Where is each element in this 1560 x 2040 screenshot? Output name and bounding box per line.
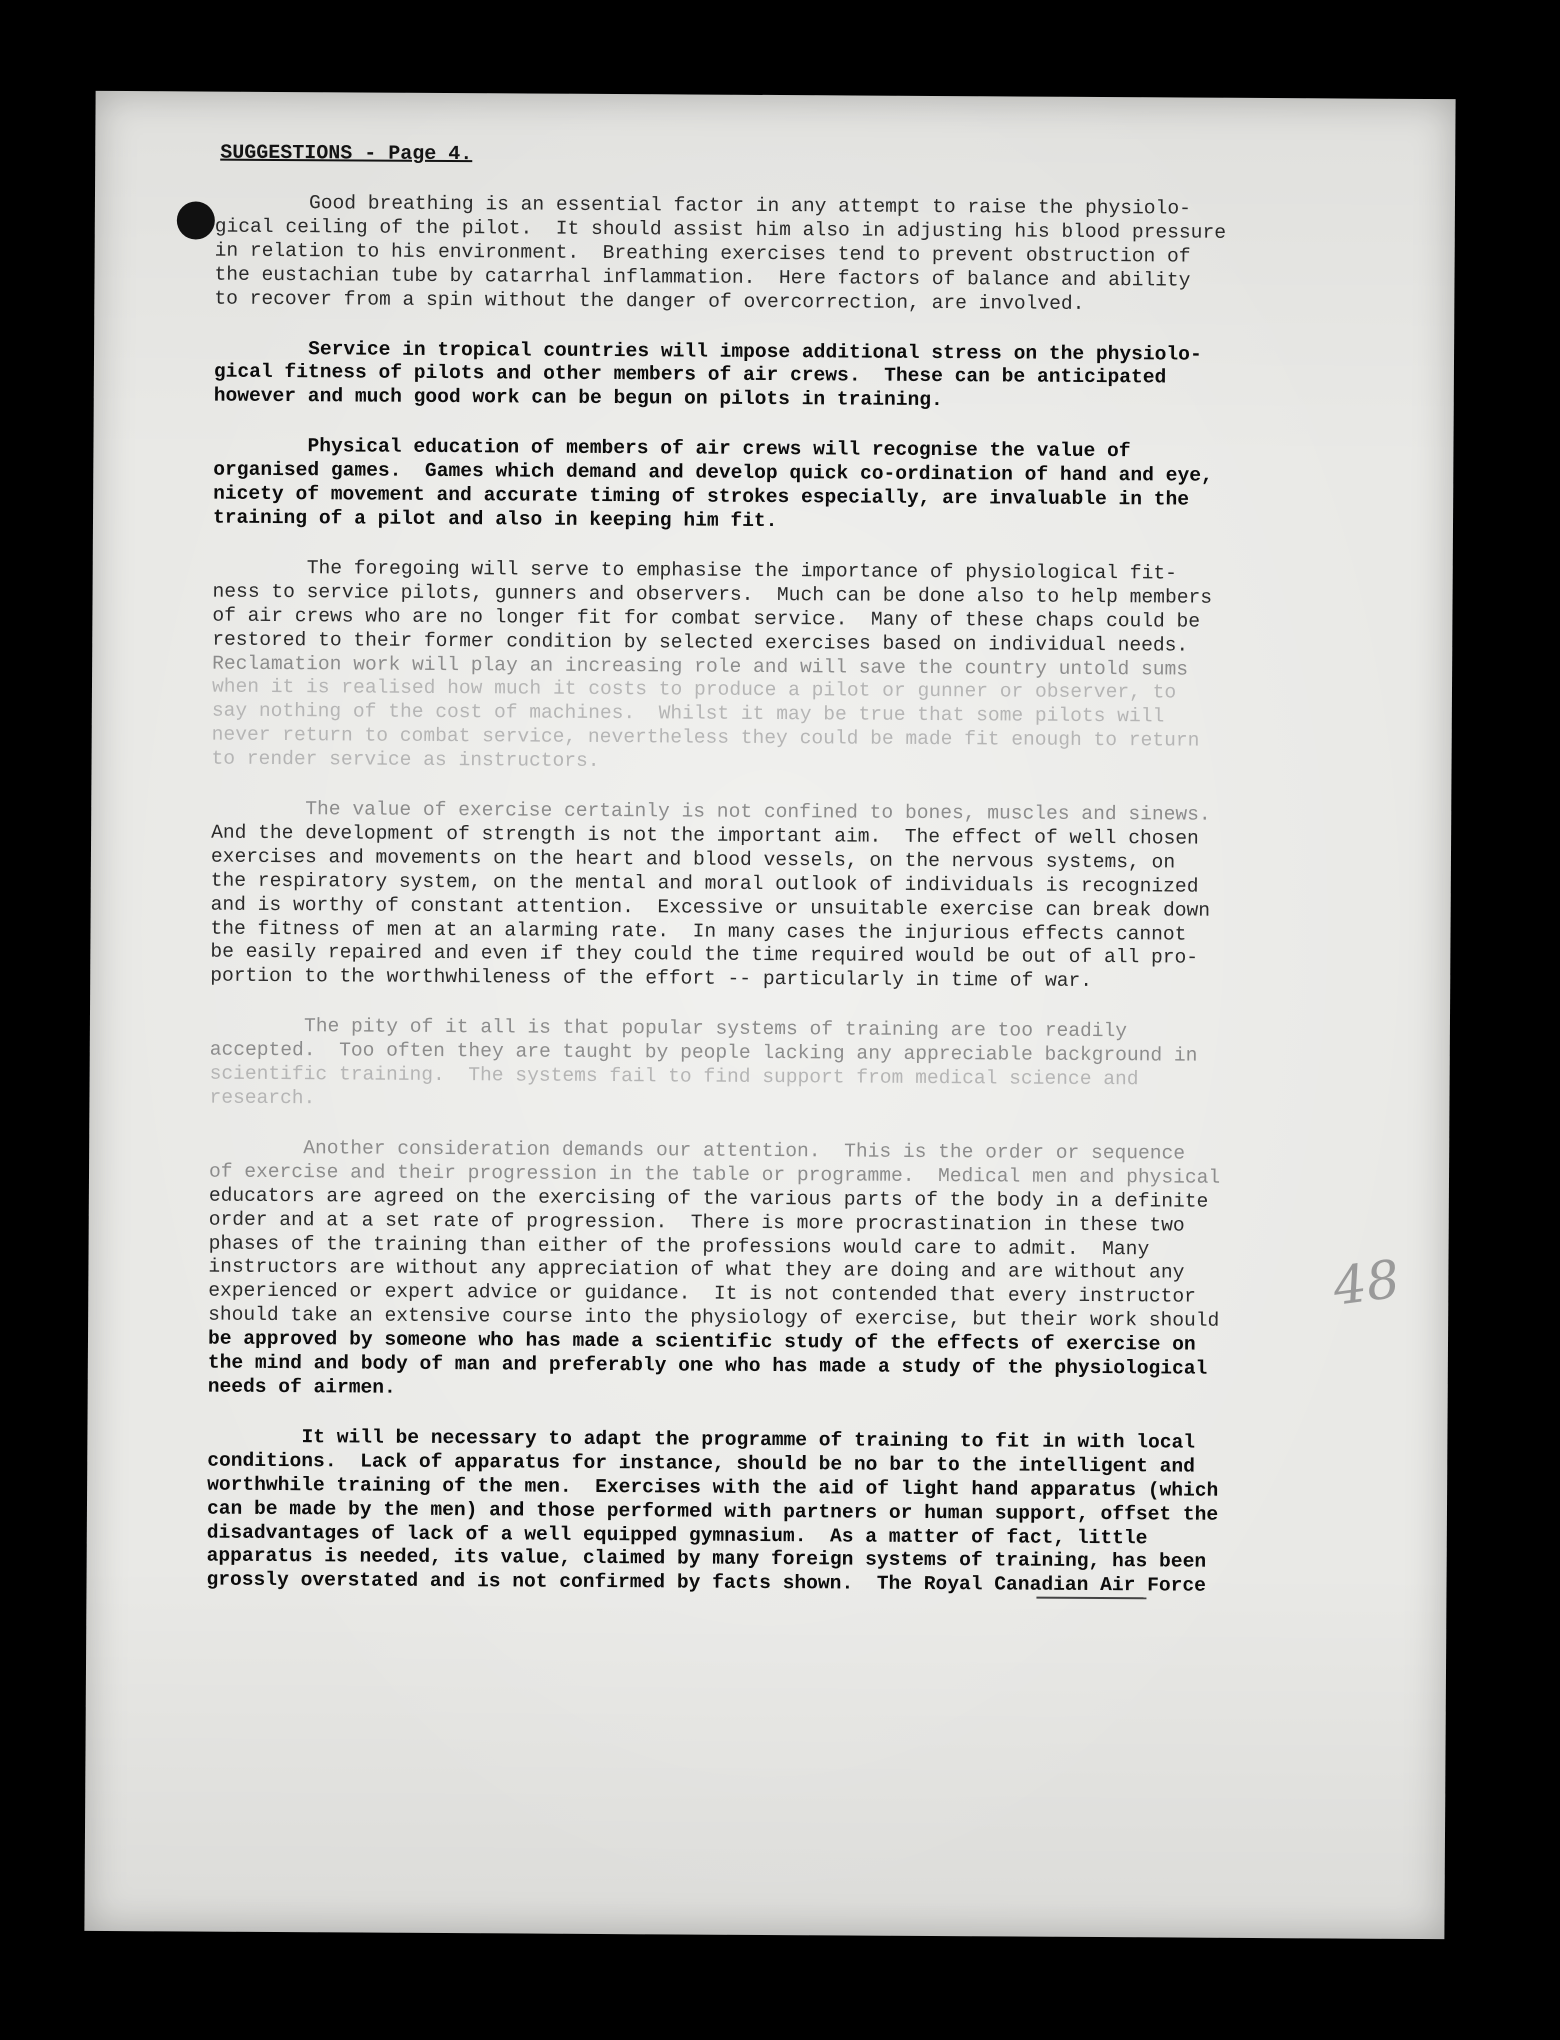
text-line: And the development of strength is not the important aim. The effect of well chosen xyxy=(211,821,1199,850)
text-line: Another consideration demands our attention. This is the order or sequence xyxy=(209,1136,1186,1165)
text-line: when it is realised how much it costs to produce a pilot or gunner or observer, to xyxy=(211,675,1177,704)
paragraph xyxy=(210,798,1391,996)
text-line: educators are agreed on the exercising of the various parts of the body in a definite xyxy=(208,1184,1209,1213)
text-line: to recover from a spin without the danger of overcorrection, are involved. xyxy=(214,287,1085,315)
text-line: say nothing of the cost of machines. Whilst it may be true that some pilots will xyxy=(211,699,1165,728)
text-line: can be made by the men) and those performed with partners or human support, offset the xyxy=(206,1497,1219,1526)
text-line: ness to service pilots, gunners and observers. Much can be done also to help members xyxy=(212,580,1213,609)
page-heading: SUGGESTIONS - Page 4. xyxy=(220,141,473,167)
text-line: Good breathing is an essential factor in any attempt to raise the physiolo- xyxy=(214,191,1191,220)
text-line: apparatus is needed, its value, claimed by many foreign systems of training, has been xyxy=(206,1544,1207,1574)
text-line: in relation to his environment. Breathing exercises tend to prevent obstruction of xyxy=(214,239,1191,268)
paragraph xyxy=(213,435,1394,538)
text-line: grossly overstated and is not confirmed by facts shown. The Royal Canadian Air Force xyxy=(206,1568,1207,1597)
text-line: the eustachian tube by catarrhal inflammation. Here factors of balance and ability xyxy=(214,263,1191,292)
text-line: never return to combat service, nevertheless they could be made fit enough to return xyxy=(211,723,1200,752)
text-line: gical fitness of pilots and other members of air crews. These can be anticipated xyxy=(213,361,1167,389)
text-line: however and much good work can be begun on pilots in training. xyxy=(213,384,943,412)
text-line: should take an extensive course into the physiology of exercise, but their work should xyxy=(208,1303,1220,1333)
text-line: phases of the training than either of the professions would care to admit. Many xyxy=(208,1232,1150,1260)
text-line: restored to their former condition by selected exercises based on individual needs. xyxy=(212,628,1189,657)
text-line: research. xyxy=(209,1086,316,1110)
text-line: to render service as instructors. xyxy=(211,747,600,773)
text-line: and is worthy of constant attention. Excessive or unsuitable exercise can break down xyxy=(210,893,1211,922)
text-line: disadvantages of lack of a well equipped gymnasium. As a matter of fact, little xyxy=(206,1521,1148,1549)
text-line: instructors are without any appreciation of what they are doing and are without any xyxy=(208,1256,1185,1284)
text-line: needs of airmen. xyxy=(207,1375,396,1399)
text-line: The pity of it all is that popular systems of training are too readily xyxy=(209,1014,1128,1043)
text-line: The foregoing will serve to emphasise the importance of physiological fit- xyxy=(212,556,1177,585)
text-line: of air crews who are no longer fit for combat service. Many of these chaps could be xyxy=(212,604,1201,633)
handwritten-page-number: 48 xyxy=(1329,1249,1404,1318)
text-line: be easily repaired and even if they could the time required would be out of all pro- xyxy=(210,941,1199,970)
text-line: Service in tropical countries will impose additional stress on the physiolo- xyxy=(213,337,1202,366)
text-line: Reclamation work will play an increasing role and will save the country untold sums xyxy=(212,652,1189,681)
paragraph xyxy=(206,1425,1387,1600)
text-line: of exercise and their progression in the table or programme. Medical men and physical xyxy=(208,1160,1221,1189)
text-line: the mind and body of man and preferably one who has made a study of the physiological xyxy=(207,1351,1208,1380)
text-line: training of a pilot and also in keeping him fit. xyxy=(212,506,778,533)
text-line: Physical education of members of air crews will recognise the value of xyxy=(213,434,1131,463)
paragraph xyxy=(211,556,1392,778)
text-line: the respiratory system, on the mental and moral outlook of individuals is recognized xyxy=(210,869,1199,898)
text-line: scientific training. The systems fail to find support from medical science and xyxy=(209,1062,1139,1091)
paragraph xyxy=(208,1136,1390,1406)
text-line: The value of exercise certainly is not confined to bones, muscles and sinews. xyxy=(211,797,1211,826)
text-line: exercises and movements on the heart and blood vessels, on the nervous systems, on xyxy=(210,845,1176,874)
paragraph xyxy=(209,1015,1390,1118)
text-line: be approved by someone who has made a scientific study of the effects of exercise on xyxy=(207,1327,1196,1356)
text-line: experienced or expert advice or guidance. It is not contended that every instructor xyxy=(208,1279,1197,1308)
document-page xyxy=(84,91,1455,1939)
text-line: gical ceiling of the pilot. It should assist him also in adjusting his blood pressure xyxy=(214,215,1227,244)
text-line: nicety of movement and accurate timing of strokes especially, are invaluable in the xyxy=(213,482,1190,511)
text-line: worthwhile training of the men. Exercises with the aid of light hand apparatus (which xyxy=(207,1473,1219,1502)
text-line: the fitness of men at an alarming rate. In many cases the injurious effects cannot xyxy=(210,917,1187,946)
document-body xyxy=(206,192,1395,1626)
text-line: accepted. Too often they are taught by people lacking any appreciable background in xyxy=(209,1038,1198,1067)
text-line: conditions. Lack of apparatus for instance, should be no bar to the intelligent and xyxy=(207,1449,1196,1478)
paragraph xyxy=(214,192,1395,319)
punch-hole xyxy=(177,201,215,239)
text-line: portion to the worthwhileness of the effort -- particularly in time of war. xyxy=(210,964,1093,993)
text-line: order and at a set rate of progression. There is more procrastination in these two xyxy=(208,1208,1185,1237)
paragraph xyxy=(214,337,1394,416)
text-line: It will be necessary to adapt the programme of training to fit in with local xyxy=(207,1425,1196,1454)
text-line: organised games. Games which demand and develop quick co-ordination of hand and eye, xyxy=(213,458,1213,487)
